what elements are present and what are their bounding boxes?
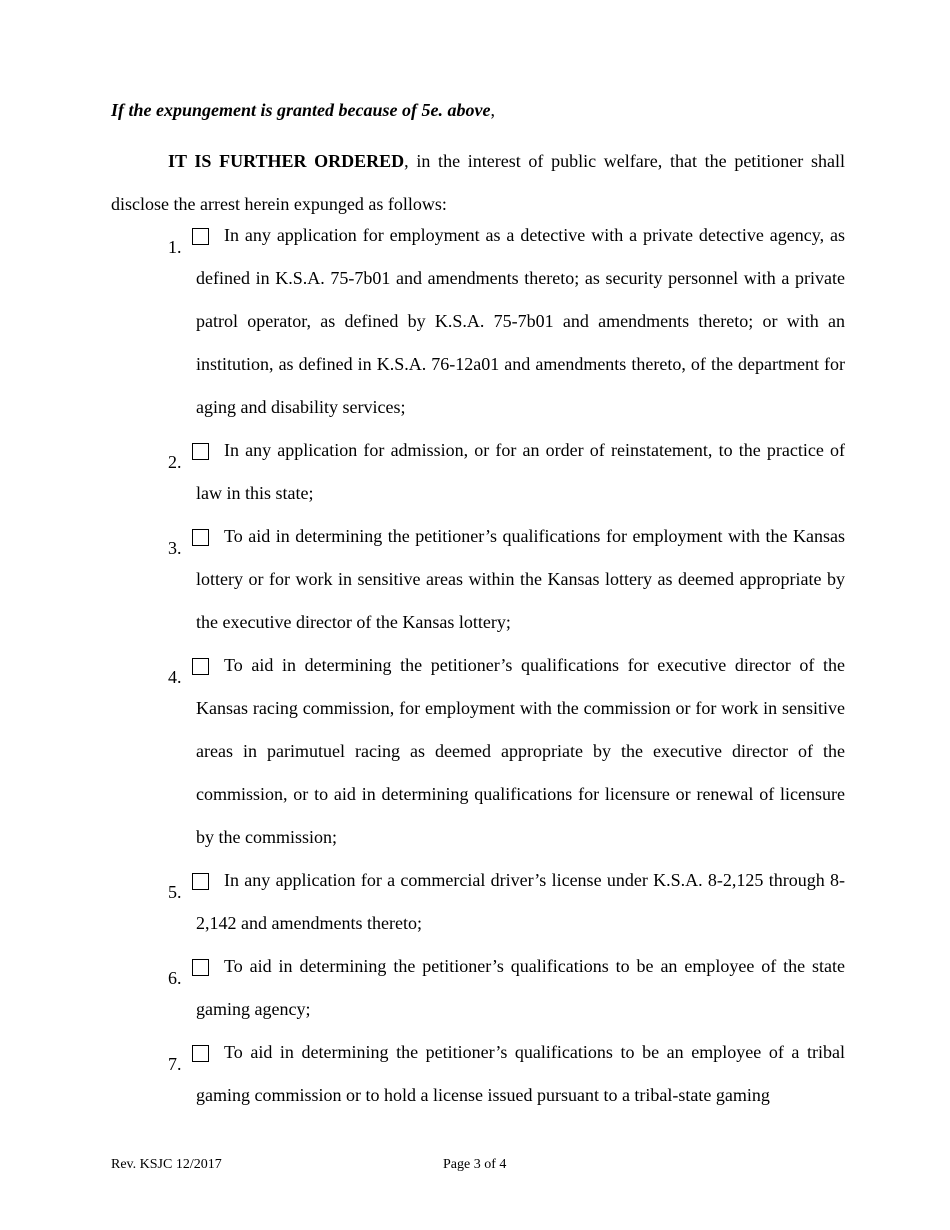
- item-number: 1.: [168, 237, 182, 257]
- footer-revision: Rev. KSJC 12/2017: [111, 1157, 222, 1172]
- item-text: To aid in determining the petitioner’s qualifications for executive director of the Kansas racing commission, for employment with the commission or for work in sensitive areas in parimutuel racing as deemed appropriate by the executive director of the commission, or to aid in determining qualifications for licensure or renewal of licensure by the commission;: [196, 655, 845, 847]
- item-text: To aid in determining the petitioner’s qualifications to be an employee of the state gaming agency;: [196, 956, 845, 1019]
- disclosure-list: [0, 226, 950, 1129]
- item-number: 5.: [168, 882, 182, 902]
- item-number: 2.: [168, 452, 182, 472]
- item-text: To aid in determining the petitioner’s qualifications to be an employee of a tribal gaming commission or to hold a license issued pursuant to a tribal-state gaming: [196, 1042, 845, 1105]
- item-number: 6.: [168, 968, 182, 988]
- order-intro-bold: IT IS FURTHER ORDERED: [168, 151, 405, 171]
- section-heading-punctuation: ,: [490, 100, 495, 120]
- item-text: In any application for a commercial driver’s license under K.S.A. 8-2,125 through 8-2,142 and amendments thereto;: [196, 870, 845, 933]
- item-text: In any application for admission, or for an order of reinstatement, to the practice of law in this state;: [196, 440, 845, 503]
- footer-page-number: Page 3 of 4: [443, 1157, 507, 1172]
- disclosure-item-7: [0, 1043, 950, 1129]
- section-heading-text: If the expungement is granted because of 5e. above: [111, 100, 491, 120]
- disclosure-item-3: [0, 527, 950, 656]
- item-text: To aid in determining the petitioner’s qualifications for employment with the Kansas lottery or for work in sensitive areas within the Kansas lottery as deemed appropriate by the executive director of the Kansas lottery;: [196, 526, 845, 632]
- item-number: 4.: [168, 667, 182, 687]
- item-number: 7.: [168, 1054, 182, 1074]
- order-intro-text: , in the interest of public welfare, that the petitioner shall disclose the arrest herein expunged as follows:: [111, 151, 845, 214]
- item-number: 3.: [168, 538, 182, 558]
- disclosure-item-4: [0, 656, 950, 871]
- item-text: In any application for employment as a detective with a private detective agency, as defined in K.S.A. 75-7b01 and amendments thereto; as security personnel with a private patrol operator, as defined by K.S.A. 75-7b01 and amendments thereto; or with an institution, as defined in K.S.A. 76-12a01 and amendments thereto, of the department for aging and disability services;: [196, 225, 845, 417]
- disclosure-item-1: [0, 226, 950, 441]
- section-heading: [111, 98, 495, 122]
